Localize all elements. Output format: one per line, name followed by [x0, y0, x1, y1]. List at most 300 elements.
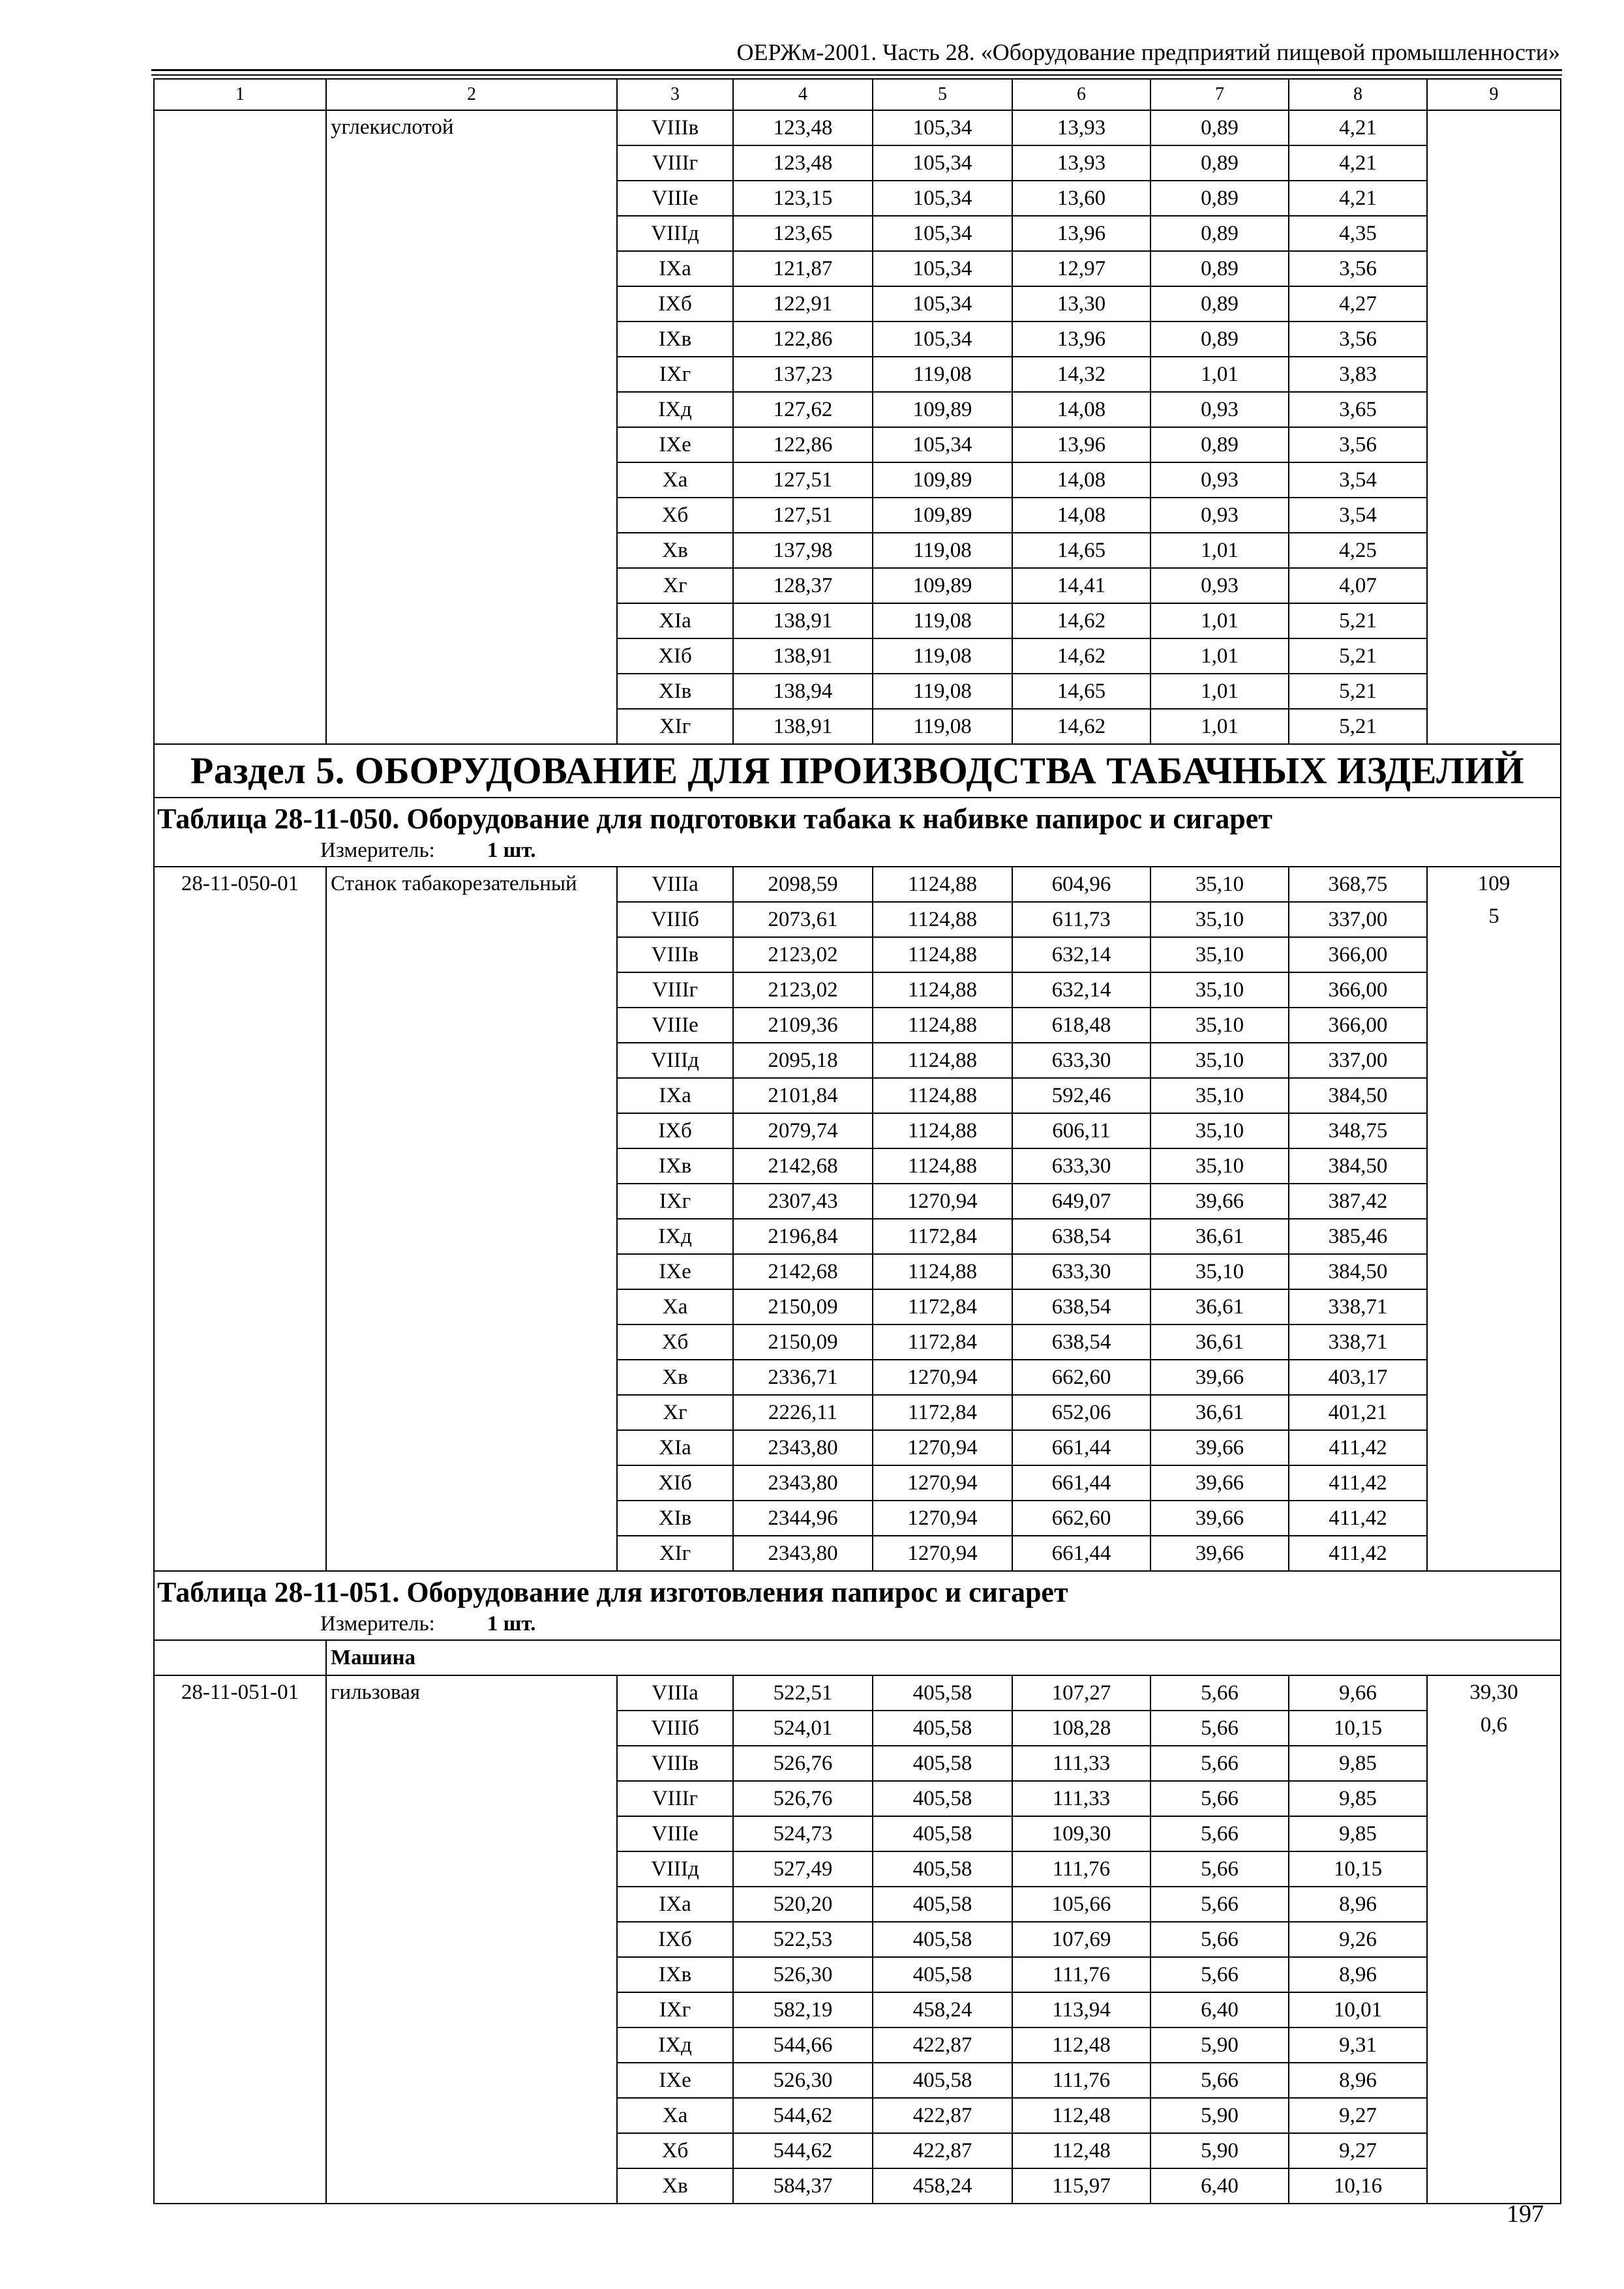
zone-cell: VIIIв — [617, 937, 733, 972]
value-cell: 5,66 — [1150, 1746, 1289, 1781]
value-cell: 604,96 — [1012, 867, 1150, 902]
value-cell: 5,66 — [1150, 1816, 1289, 1851]
zone-cell: IXе — [617, 1254, 733, 1289]
value-cell: 366,00 — [1289, 937, 1427, 972]
value-cell: 384,50 — [1289, 1078, 1427, 1113]
value-cell: 385,46 — [1289, 1219, 1427, 1254]
value-cell: 384,50 — [1289, 1254, 1427, 1289]
table-caption-row — [154, 1571, 1561, 1640]
value-cell: 105,34 — [873, 251, 1012, 286]
value-cell: 4,07 — [1289, 568, 1427, 603]
zone-cell: VIIIв — [617, 110, 733, 145]
value-cell: 1,01 — [1150, 603, 1289, 638]
value-cell: 122,91 — [733, 286, 873, 322]
value-cell: 638,54 — [1012, 1219, 1150, 1254]
zone-cell: IXг — [617, 1992, 733, 2027]
value-cell: 411,42 — [1289, 1536, 1427, 1571]
value-cell: 123,65 — [733, 216, 873, 251]
value-cell: 119,08 — [873, 533, 1012, 568]
column-number: 7 — [1150, 79, 1289, 110]
value-cell: 127,62 — [733, 392, 873, 427]
value-cell: 5,21 — [1289, 709, 1427, 744]
column-number: 5 — [873, 79, 1012, 110]
value-cell: 39,66 — [1150, 1465, 1289, 1501]
column-number: 3 — [617, 79, 733, 110]
value-cell: 2123,02 — [733, 937, 873, 972]
value-cell: 3,56 — [1289, 322, 1427, 357]
value-cell: 520,20 — [733, 1887, 873, 1922]
value-cell: 2307,43 — [733, 1184, 873, 1219]
value-cell: 111,76 — [1012, 1957, 1150, 1992]
value-cell: 2098,59 — [733, 867, 873, 902]
zone-cell: VIIIа — [617, 867, 733, 902]
table-title: Таблица 28-11-050. Оборудование для подготовки табака к набивке папирос и сигарет — [157, 803, 1272, 835]
table-row — [154, 867, 1561, 902]
value-cell: 405,58 — [873, 2063, 1012, 2098]
value-cell: 5,21 — [1289, 603, 1427, 638]
zone-cell: Xв — [617, 1360, 733, 1395]
value-cell: 107,69 — [1012, 1922, 1150, 1957]
value-cell: 36,61 — [1150, 1219, 1289, 1254]
value-cell: 36,61 — [1150, 1289, 1289, 1324]
value-cell: 1,01 — [1150, 533, 1289, 568]
item-name: углекислотой — [326, 110, 617, 744]
value-cell: 405,58 — [873, 1816, 1012, 1851]
value-cell: 14,62 — [1012, 638, 1150, 674]
value-cell: 9,85 — [1289, 1746, 1427, 1781]
price-line: 39,30 — [1469, 1681, 1518, 1704]
zone-cell: IXе — [617, 427, 733, 462]
value-cell: 618,48 — [1012, 1008, 1150, 1043]
value-cell: 1,01 — [1150, 638, 1289, 674]
zone-cell: Xб — [617, 498, 733, 533]
value-cell: 384,50 — [1289, 1148, 1427, 1184]
header-rule — [151, 74, 1562, 76]
value-cell: 526,76 — [733, 1781, 873, 1816]
value-cell: 137,23 — [733, 357, 873, 392]
value-cell: 4,35 — [1289, 216, 1427, 251]
value-cell: 5,90 — [1150, 2027, 1289, 2063]
value-cell: 5,66 — [1150, 1675, 1289, 1711]
value-cell: 105,34 — [873, 110, 1012, 145]
meter-unit: 1 шт. — [487, 839, 536, 862]
zone-cell: XIа — [617, 603, 733, 638]
value-cell: 39,66 — [1150, 1360, 1289, 1395]
value-cell: 5,21 — [1289, 674, 1427, 709]
zone-cell: IXб — [617, 1113, 733, 1148]
value-cell: 137,98 — [733, 533, 873, 568]
zone-cell: VIIIе — [617, 181, 733, 216]
value-cell: 105,34 — [873, 181, 1012, 216]
value-cell: 105,34 — [873, 322, 1012, 357]
value-cell: 4,27 — [1289, 286, 1427, 322]
value-cell: 10,15 — [1289, 1711, 1427, 1746]
value-cell: 115,97 — [1012, 2168, 1150, 2204]
zone-cell: VIIIд — [617, 1851, 733, 1887]
value-cell: 638,54 — [1012, 1289, 1150, 1324]
value-cell: 632,14 — [1012, 972, 1150, 1008]
price-line: 5 — [1488, 905, 1499, 928]
value-cell: 122,86 — [733, 322, 873, 357]
value-cell: 9,85 — [1289, 1816, 1427, 1851]
value-cell: 5,66 — [1150, 2063, 1289, 2098]
zone-cell: VIIIб — [617, 902, 733, 937]
zone-cell: IXг — [617, 357, 733, 392]
value-cell: 35,10 — [1150, 1113, 1289, 1148]
column-numbers-row — [154, 79, 1561, 110]
value-cell: 109,89 — [873, 568, 1012, 603]
column-number: 8 — [1289, 79, 1427, 110]
value-cell: 1124,88 — [873, 1254, 1012, 1289]
zone-cell: XIв — [617, 1501, 733, 1536]
value-cell: 2343,80 — [733, 1430, 873, 1465]
zone-cell: VIIIг — [617, 145, 733, 181]
value-cell: 3,56 — [1289, 251, 1427, 286]
value-cell: 112,48 — [1012, 2098, 1150, 2133]
value-cell: 14,62 — [1012, 603, 1150, 638]
item-code — [154, 110, 326, 744]
table-caption — [154, 798, 1561, 867]
value-cell: 35,10 — [1150, 867, 1289, 902]
value-cell: 8,96 — [1289, 1887, 1427, 1922]
value-cell: 35,10 — [1150, 937, 1289, 972]
value-cell: 1124,88 — [873, 867, 1012, 902]
value-cell: 35,10 — [1150, 902, 1289, 937]
value-cell: 405,58 — [873, 1746, 1012, 1781]
value-cell: 13,96 — [1012, 216, 1150, 251]
value-cell: 3,54 — [1289, 498, 1427, 533]
value-cell: 112,48 — [1012, 2133, 1150, 2168]
value-cell: 368,75 — [1289, 867, 1427, 902]
value-cell: 458,24 — [873, 2168, 1012, 2204]
value-cell: 652,06 — [1012, 1395, 1150, 1430]
value-cell: 405,58 — [873, 1922, 1012, 1957]
zone-cell: IXе — [617, 2063, 733, 2098]
value-cell: 405,58 — [873, 1675, 1012, 1711]
zone-cell: IXа — [617, 1887, 733, 1922]
value-cell: 1172,84 — [873, 1395, 1012, 1430]
table-caption-row — [154, 798, 1561, 867]
zone-cell: IXг — [617, 1184, 733, 1219]
value-cell: 522,51 — [733, 1675, 873, 1711]
zone-cell: VIIIб — [617, 1711, 733, 1746]
value-cell: 9,85 — [1289, 1781, 1427, 1816]
value-cell: 10,15 — [1289, 1851, 1427, 1887]
value-cell: 5,66 — [1150, 1851, 1289, 1887]
value-cell: 633,30 — [1012, 1148, 1150, 1184]
column-number: 2 — [326, 79, 617, 110]
zone-cell: Xг — [617, 1395, 733, 1430]
value-cell: 2109,36 — [733, 1008, 873, 1043]
value-cell: 35,10 — [1150, 972, 1289, 1008]
value-cell: 662,60 — [1012, 1360, 1150, 1395]
zone-cell: XIб — [617, 1465, 733, 1501]
value-cell: 2142,68 — [733, 1254, 873, 1289]
value-cell: 14,08 — [1012, 498, 1150, 533]
value-cell: 13,30 — [1012, 286, 1150, 322]
value-cell: 138,91 — [733, 709, 873, 744]
value-cell: 3,65 — [1289, 392, 1427, 427]
meter-label: Измеритель: — [320, 839, 435, 862]
value-cell: 111,76 — [1012, 1851, 1150, 1887]
zone-cell: VIIIг — [617, 1781, 733, 1816]
value-cell: 2226,11 — [733, 1395, 873, 1430]
value-cell: 10,01 — [1289, 1992, 1427, 2027]
value-cell: 108,28 — [1012, 1711, 1150, 1746]
zone-cell: IXб — [617, 1922, 733, 1957]
value-cell: 649,07 — [1012, 1184, 1150, 1219]
zone-cell: VIIIа — [617, 1675, 733, 1711]
value-cell: 105,34 — [873, 427, 1012, 462]
value-cell: 111,33 — [1012, 1781, 1150, 1816]
value-cell: 522,53 — [733, 1922, 873, 1957]
value-cell: 127,51 — [733, 498, 873, 533]
value-cell: 35,10 — [1150, 1078, 1289, 1113]
value-cell: 1172,84 — [873, 1289, 1012, 1324]
value-cell: 3,56 — [1289, 427, 1427, 462]
value-cell: 422,87 — [873, 2098, 1012, 2133]
value-cell: 13,93 — [1012, 110, 1150, 145]
value-cell: 0,93 — [1150, 568, 1289, 603]
value-cell: 39,66 — [1150, 1501, 1289, 1536]
value-cell: 119,08 — [873, 709, 1012, 744]
value-cell: 39,66 — [1150, 1536, 1289, 1571]
value-cell: 3,54 — [1289, 462, 1427, 498]
zone-cell: Xб — [617, 1324, 733, 1360]
meter-label: Измеритель: — [320, 1612, 435, 1636]
page-number: 197 — [1507, 2200, 1544, 2228]
value-cell: 36,61 — [1150, 1395, 1289, 1430]
value-cell: 5,21 — [1289, 638, 1427, 674]
value-cell: 119,08 — [873, 357, 1012, 392]
price-cell — [1427, 867, 1561, 1571]
value-cell: 606,11 — [1012, 1113, 1150, 1148]
meter-line — [157, 837, 1557, 866]
value-cell: 524,73 — [733, 1816, 873, 1851]
value-cell: 2142,68 — [733, 1148, 873, 1184]
value-cell: 13,60 — [1012, 181, 1150, 216]
price-cell — [1427, 1675, 1561, 2204]
value-cell: 638,54 — [1012, 1324, 1150, 1360]
column-number: 6 — [1012, 79, 1150, 110]
value-cell: 526,76 — [733, 1746, 873, 1781]
zone-cell: XIг — [617, 1536, 733, 1571]
value-cell: 0,89 — [1150, 181, 1289, 216]
value-cell: 8,96 — [1289, 1957, 1427, 1992]
zone-cell: XIа — [617, 1430, 733, 1465]
value-cell: 109,89 — [873, 498, 1012, 533]
value-cell: 5,66 — [1150, 1781, 1289, 1816]
item-name: гильзовая — [326, 1675, 617, 2204]
zone-cell: IXв — [617, 322, 733, 357]
meter-unit: 1 шт. — [487, 1612, 536, 1636]
zone-cell: IXб — [617, 286, 733, 322]
zone-cell: IXв — [617, 1957, 733, 1992]
value-cell: 422,87 — [873, 2133, 1012, 2168]
value-cell: 14,08 — [1012, 392, 1150, 427]
value-cell: 1270,94 — [873, 1430, 1012, 1465]
value-cell: 14,41 — [1012, 568, 1150, 603]
value-cell: 35,10 — [1150, 1148, 1289, 1184]
value-cell: 661,44 — [1012, 1430, 1150, 1465]
zone-cell: Xв — [617, 2168, 733, 2204]
value-cell: 632,14 — [1012, 937, 1150, 972]
zone-cell: VIIIе — [617, 1008, 733, 1043]
value-cell: 403,17 — [1289, 1360, 1427, 1395]
zone-cell: Xв — [617, 533, 733, 568]
value-cell: 366,00 — [1289, 972, 1427, 1008]
zone-cell: Xа — [617, 1289, 733, 1324]
value-cell: 458,24 — [873, 1992, 1012, 2027]
value-cell: 1124,88 — [873, 1148, 1012, 1184]
value-cell: 584,37 — [733, 2168, 873, 2204]
value-cell: 10,16 — [1289, 2168, 1427, 2204]
value-cell: 13,93 — [1012, 145, 1150, 181]
value-cell: 348,75 — [1289, 1113, 1427, 1148]
zone-cell: VIIIв — [617, 1746, 733, 1781]
value-cell: 633,30 — [1012, 1043, 1150, 1078]
value-cell: 405,58 — [873, 1781, 1012, 1816]
value-cell: 405,58 — [873, 1887, 1012, 1922]
subgroup-title: Машина — [326, 1640, 1561, 1675]
zone-cell: Xг — [617, 568, 733, 603]
value-cell: 526,30 — [733, 2063, 873, 2098]
value-cell: 14,65 — [1012, 533, 1150, 568]
value-cell: 405,58 — [873, 1851, 1012, 1887]
value-cell: 6,40 — [1150, 1992, 1289, 2027]
value-cell: 1124,88 — [873, 902, 1012, 937]
price-table — [153, 78, 1561, 2204]
value-cell: 9,26 — [1289, 1922, 1427, 1957]
price-line: 0,6 — [1480, 1713, 1508, 1737]
item-code: 28-11-050-01 — [154, 867, 326, 1571]
zone-cell: Xа — [617, 462, 733, 498]
value-cell: 0,93 — [1150, 498, 1289, 533]
value-cell: 338,71 — [1289, 1289, 1427, 1324]
value-cell: 14,65 — [1012, 674, 1150, 709]
value-cell: 128,37 — [733, 568, 873, 603]
value-cell: 35,10 — [1150, 1043, 1289, 1078]
zone-cell: XIб — [617, 638, 733, 674]
table-row — [154, 110, 1561, 145]
zone-cell: XIг — [617, 709, 733, 744]
empty-cell — [154, 1640, 326, 1675]
value-cell: 405,58 — [873, 1711, 1012, 1746]
value-cell: 662,60 — [1012, 1501, 1150, 1536]
zone-cell: IXд — [617, 392, 733, 427]
value-cell: 14,08 — [1012, 462, 1150, 498]
value-cell: 9,31 — [1289, 2027, 1427, 2063]
value-cell: 2150,09 — [733, 1289, 873, 1324]
item-name: Станок табакорезательный — [326, 867, 617, 1571]
value-cell: 1,01 — [1150, 709, 1289, 744]
value-cell: 127,51 — [733, 462, 873, 498]
value-cell: 109,89 — [873, 392, 1012, 427]
value-cell: 0,93 — [1150, 392, 1289, 427]
value-cell: 119,08 — [873, 638, 1012, 674]
value-cell: 109,30 — [1012, 1816, 1150, 1851]
zone-cell: VIIIе — [617, 1816, 733, 1851]
value-cell: 5,66 — [1150, 1957, 1289, 1992]
value-cell: 5,90 — [1150, 2133, 1289, 2168]
value-cell: 2101,84 — [733, 1078, 873, 1113]
value-cell: 2336,71 — [733, 1360, 873, 1395]
value-cell: 138,94 — [733, 674, 873, 709]
zone-cell: VIIIд — [617, 1043, 733, 1078]
value-cell: 5,66 — [1150, 1887, 1289, 1922]
value-cell: 5,66 — [1150, 1922, 1289, 1957]
value-cell: 2343,80 — [733, 1465, 873, 1501]
value-cell: 122,86 — [733, 427, 873, 462]
section-row — [154, 744, 1561, 798]
value-cell: 1270,94 — [873, 1184, 1012, 1219]
value-cell: 5,90 — [1150, 2098, 1289, 2133]
value-cell: 4,21 — [1289, 110, 1427, 145]
value-cell: 9,27 — [1289, 2098, 1427, 2133]
value-cell: 1124,88 — [873, 1008, 1012, 1043]
value-cell: 9,27 — [1289, 2133, 1427, 2168]
value-cell: 1270,94 — [873, 1536, 1012, 1571]
meter-line — [157, 1611, 1557, 1639]
value-cell: 405,58 — [873, 1957, 1012, 1992]
value-cell: 121,87 — [733, 251, 873, 286]
value-cell: 0,93 — [1150, 462, 1289, 498]
value-cell: 0,89 — [1150, 286, 1289, 322]
value-cell: 123,15 — [733, 181, 873, 216]
value-cell: 661,44 — [1012, 1465, 1150, 1501]
value-cell: 0,89 — [1150, 110, 1289, 145]
value-cell: 1124,88 — [873, 1113, 1012, 1148]
value-cell: 524,01 — [733, 1711, 873, 1746]
value-cell: 387,42 — [1289, 1184, 1427, 1219]
value-cell: 119,08 — [873, 674, 1012, 709]
running-head: ОЕРЖм-2001. Часть 28. «Оборудование предприятий пищевой промышленности» — [736, 39, 1560, 65]
table-title: Таблица 28-11-051. Оборудование для изготовления папирос и сигарет — [157, 1576, 1068, 1608]
table-row — [154, 1675, 1561, 1711]
value-cell: 411,42 — [1289, 1430, 1427, 1465]
value-cell: 111,33 — [1012, 1746, 1150, 1781]
zone-cell: IXв — [617, 1148, 733, 1184]
value-cell: 633,30 — [1012, 1254, 1150, 1289]
value-cell: 2343,80 — [733, 1536, 873, 1571]
value-cell: 13,96 — [1012, 427, 1150, 462]
value-cell: 109,89 — [873, 462, 1012, 498]
value-cell: 113,94 — [1012, 1992, 1150, 2027]
column-number: 4 — [733, 79, 873, 110]
value-cell: 544,62 — [733, 2133, 873, 2168]
value-cell: 1270,94 — [873, 1465, 1012, 1501]
value-cell: 544,66 — [733, 2027, 873, 2063]
subgroup-row — [154, 1640, 1561, 1675]
value-cell: 0,89 — [1150, 251, 1289, 286]
value-cell: 105,34 — [873, 286, 1012, 322]
value-cell: 661,44 — [1012, 1536, 1150, 1571]
value-cell: 14,32 — [1012, 357, 1150, 392]
zone-cell: VIIIд — [617, 216, 733, 251]
value-cell: 582,19 — [733, 1992, 873, 2027]
column-number: 1 — [154, 79, 326, 110]
value-cell: 6,40 — [1150, 2168, 1289, 2204]
value-cell: 1,01 — [1150, 674, 1289, 709]
zone-cell: IXд — [617, 1219, 733, 1254]
zone-cell: IXа — [617, 251, 733, 286]
value-cell: 105,34 — [873, 216, 1012, 251]
value-cell: 9,66 — [1289, 1675, 1427, 1711]
value-cell: 0,89 — [1150, 145, 1289, 181]
value-cell: 123,48 — [733, 145, 873, 181]
value-cell: 2344,96 — [733, 1501, 873, 1536]
value-cell: 337,00 — [1289, 1043, 1427, 1078]
